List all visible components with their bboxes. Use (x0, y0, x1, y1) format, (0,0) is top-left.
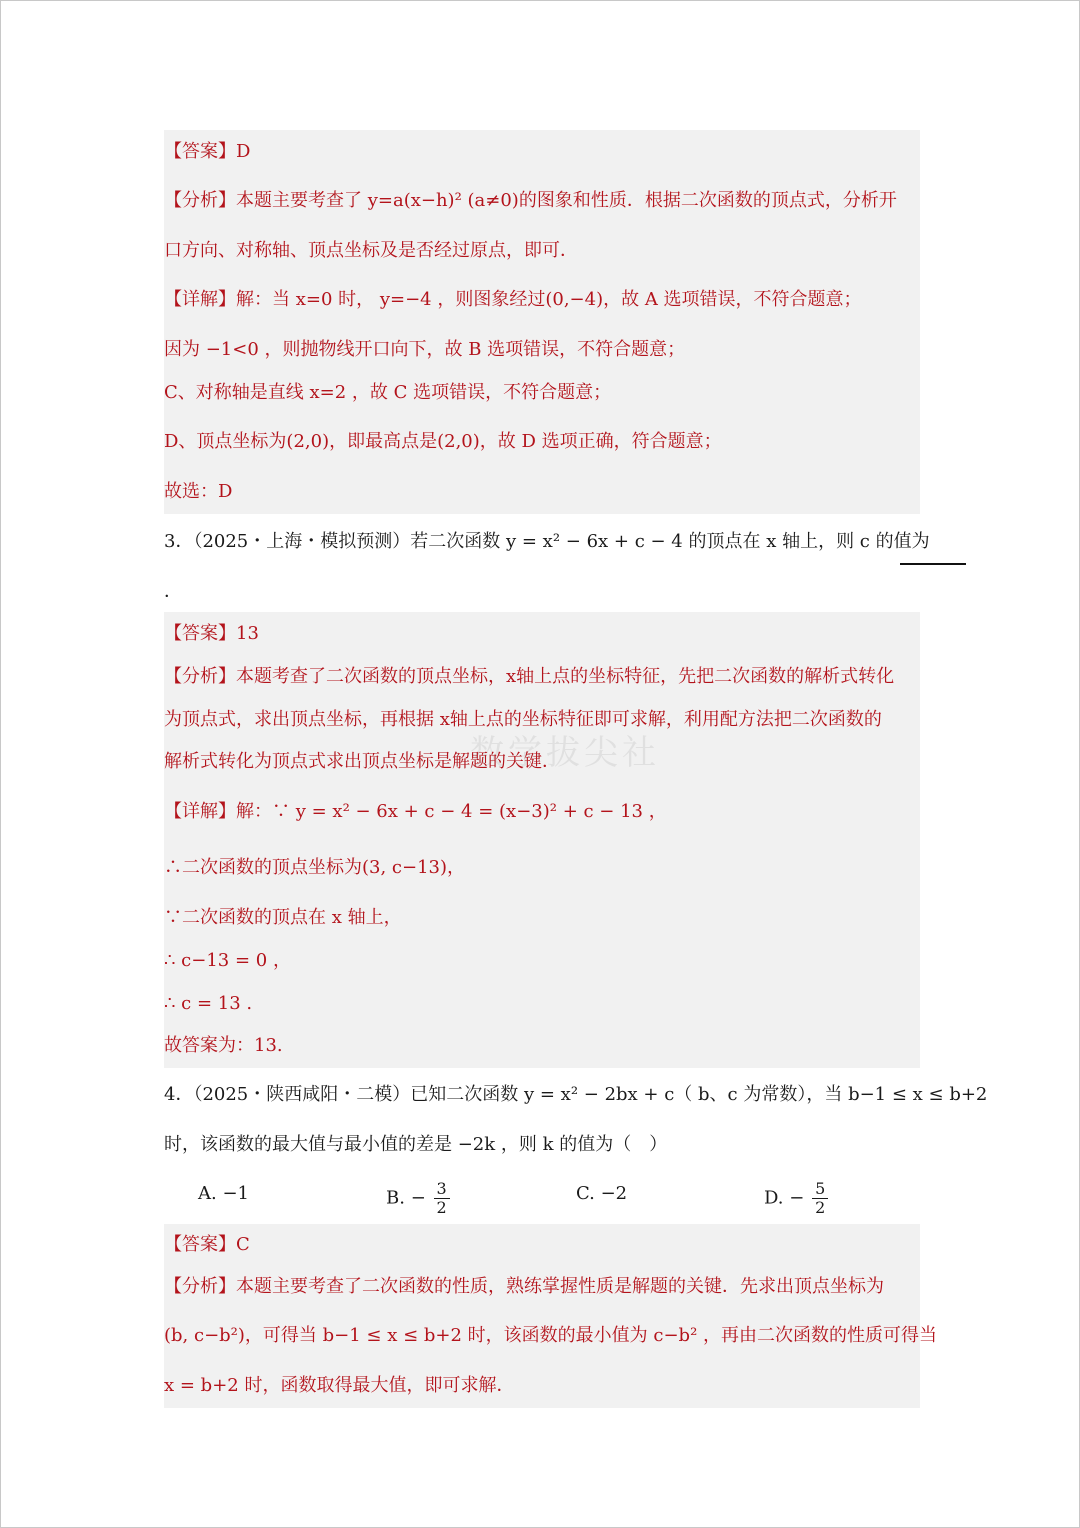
q4-stem-line-2: 时，该函数的最大值与最小值的差是 −2k ，则 k 的值为（ ） (164, 1134, 668, 1155)
q3-detail-line-2: ∴二次函数的顶点坐标为(3, c−13)， (164, 857, 466, 878)
option-value: −2 (600, 1183, 628, 1204)
q3-detail-line-4: ∴ c−13 = 0 ， (164, 950, 291, 971)
q3-answer: 【答案】13 (164, 623, 259, 644)
q3-detail-line-1: 【详解】解：∵ y = x² − 6x + c − 4 = (x−3)² + c − 13 ， (164, 801, 667, 822)
q3-stem-end: ． (164, 581, 182, 602)
q4-option-c[interactable] (576, 1180, 627, 1208)
q2-analysis-line-1: 【分析】本题主要考查了 y=a(x−h)² (a≠0)的图象和性质．根据二次函数的顶点式，分析开 (164, 190, 897, 211)
q3-analysis-line-1: 【分析】本题考查了二次函数的顶点坐标，x轴上点的坐标特征，先把二次函数的解析式转化 (164, 666, 895, 687)
option-sign: − (410, 1187, 426, 1209)
q3-detail-line-3: ∵二次函数的顶点在 x 轴上， (164, 907, 402, 928)
option-sign: − (789, 1187, 805, 1209)
q3-analysis-line-2: 为顶点式，求出顶点坐标，再根据 x轴上点的坐标特征即可求解，利用配方法把二次函数的 (164, 709, 882, 730)
q2-analysis-line-2: 口方向、对称轴、顶点坐标及是否经过原点，即可． (164, 240, 578, 261)
q4-option-d[interactable] (764, 1180, 828, 1217)
q4-option-a[interactable] (198, 1180, 249, 1208)
fraction-denominator: 2 (815, 1198, 826, 1217)
q2-detail-line-1: 【详解】解：当 x=0 时， y=−4 ，则图象经过(0,−4)，故 A 选项错误，不符合题意； (164, 289, 862, 310)
q4-answer: 【答案】C (164, 1234, 250, 1255)
option-value: −1 (222, 1183, 250, 1204)
q4-analysis-line-2: (b, c−b²)，可得当 b−1 ≤ x ≤ b+2 时，该函数的最小值为 c−b² ，再由二次函数的性质可得当 (164, 1325, 938, 1346)
q2-conclusion: 故选：D (164, 481, 233, 502)
option-fraction (434, 1180, 450, 1217)
q3-analysis-line-3: 解析式转化为顶点式求出顶点坐标是解题的关键． (164, 751, 560, 772)
option-label: D. (764, 1187, 784, 1209)
option-label: C. (576, 1183, 595, 1204)
q4-analysis-line-1: 【分析】本题主要考查了二次函数的性质，熟练掌握性质是解题的关键．先求出顶点坐标为 (164, 1276, 884, 1297)
q3-stem: 3．（2025・上海・模拟预测）若二次函数 y = x² − 6x + c − 4 的顶点在 x 轴上，则 c 的值为 (164, 531, 930, 552)
q4-stem-line-1: 4．（2025・陕西咸阳・二模）已知二次函数 y = x² − 2bx + c（ b、c 为常数），当 b−1 ≤ x ≤ b+2 (164, 1084, 988, 1105)
q3-detail-line-5: ∴ c = 13 . (164, 993, 253, 1014)
q3-answer-blank (900, 563, 966, 565)
q4-option-b[interactable] (386, 1180, 450, 1217)
fraction-numerator: 5 (812, 1180, 828, 1199)
q2-detail-line-4: D、顶点坐标为(2,0)，即最高点是(2,0)，故 D 选项正确，符合题意； (164, 431, 722, 452)
fraction-denominator: 2 (436, 1198, 447, 1217)
q2-answer: 【答案】D (164, 141, 251, 162)
option-fraction (812, 1180, 828, 1217)
watermark: 数学拔尖社 (470, 733, 660, 773)
option-label: A. (198, 1183, 217, 1204)
q4-analysis-line-3: x = b+2 时，函数取得最大值，即可求解． (164, 1375, 515, 1396)
q2-detail-line-2: 因为 −1<0 ，则抛物线开口向下，故 B 选项错误，不符合题意； (164, 339, 686, 360)
q3-conclusion: 故答案为：13. (164, 1035, 283, 1056)
option-label: B. (386, 1187, 405, 1209)
fraction-numerator: 3 (434, 1180, 450, 1199)
q2-detail-line-3: C、对称轴是直线 x=2 ，故 C 选项错误，不符合题意； (164, 382, 612, 403)
